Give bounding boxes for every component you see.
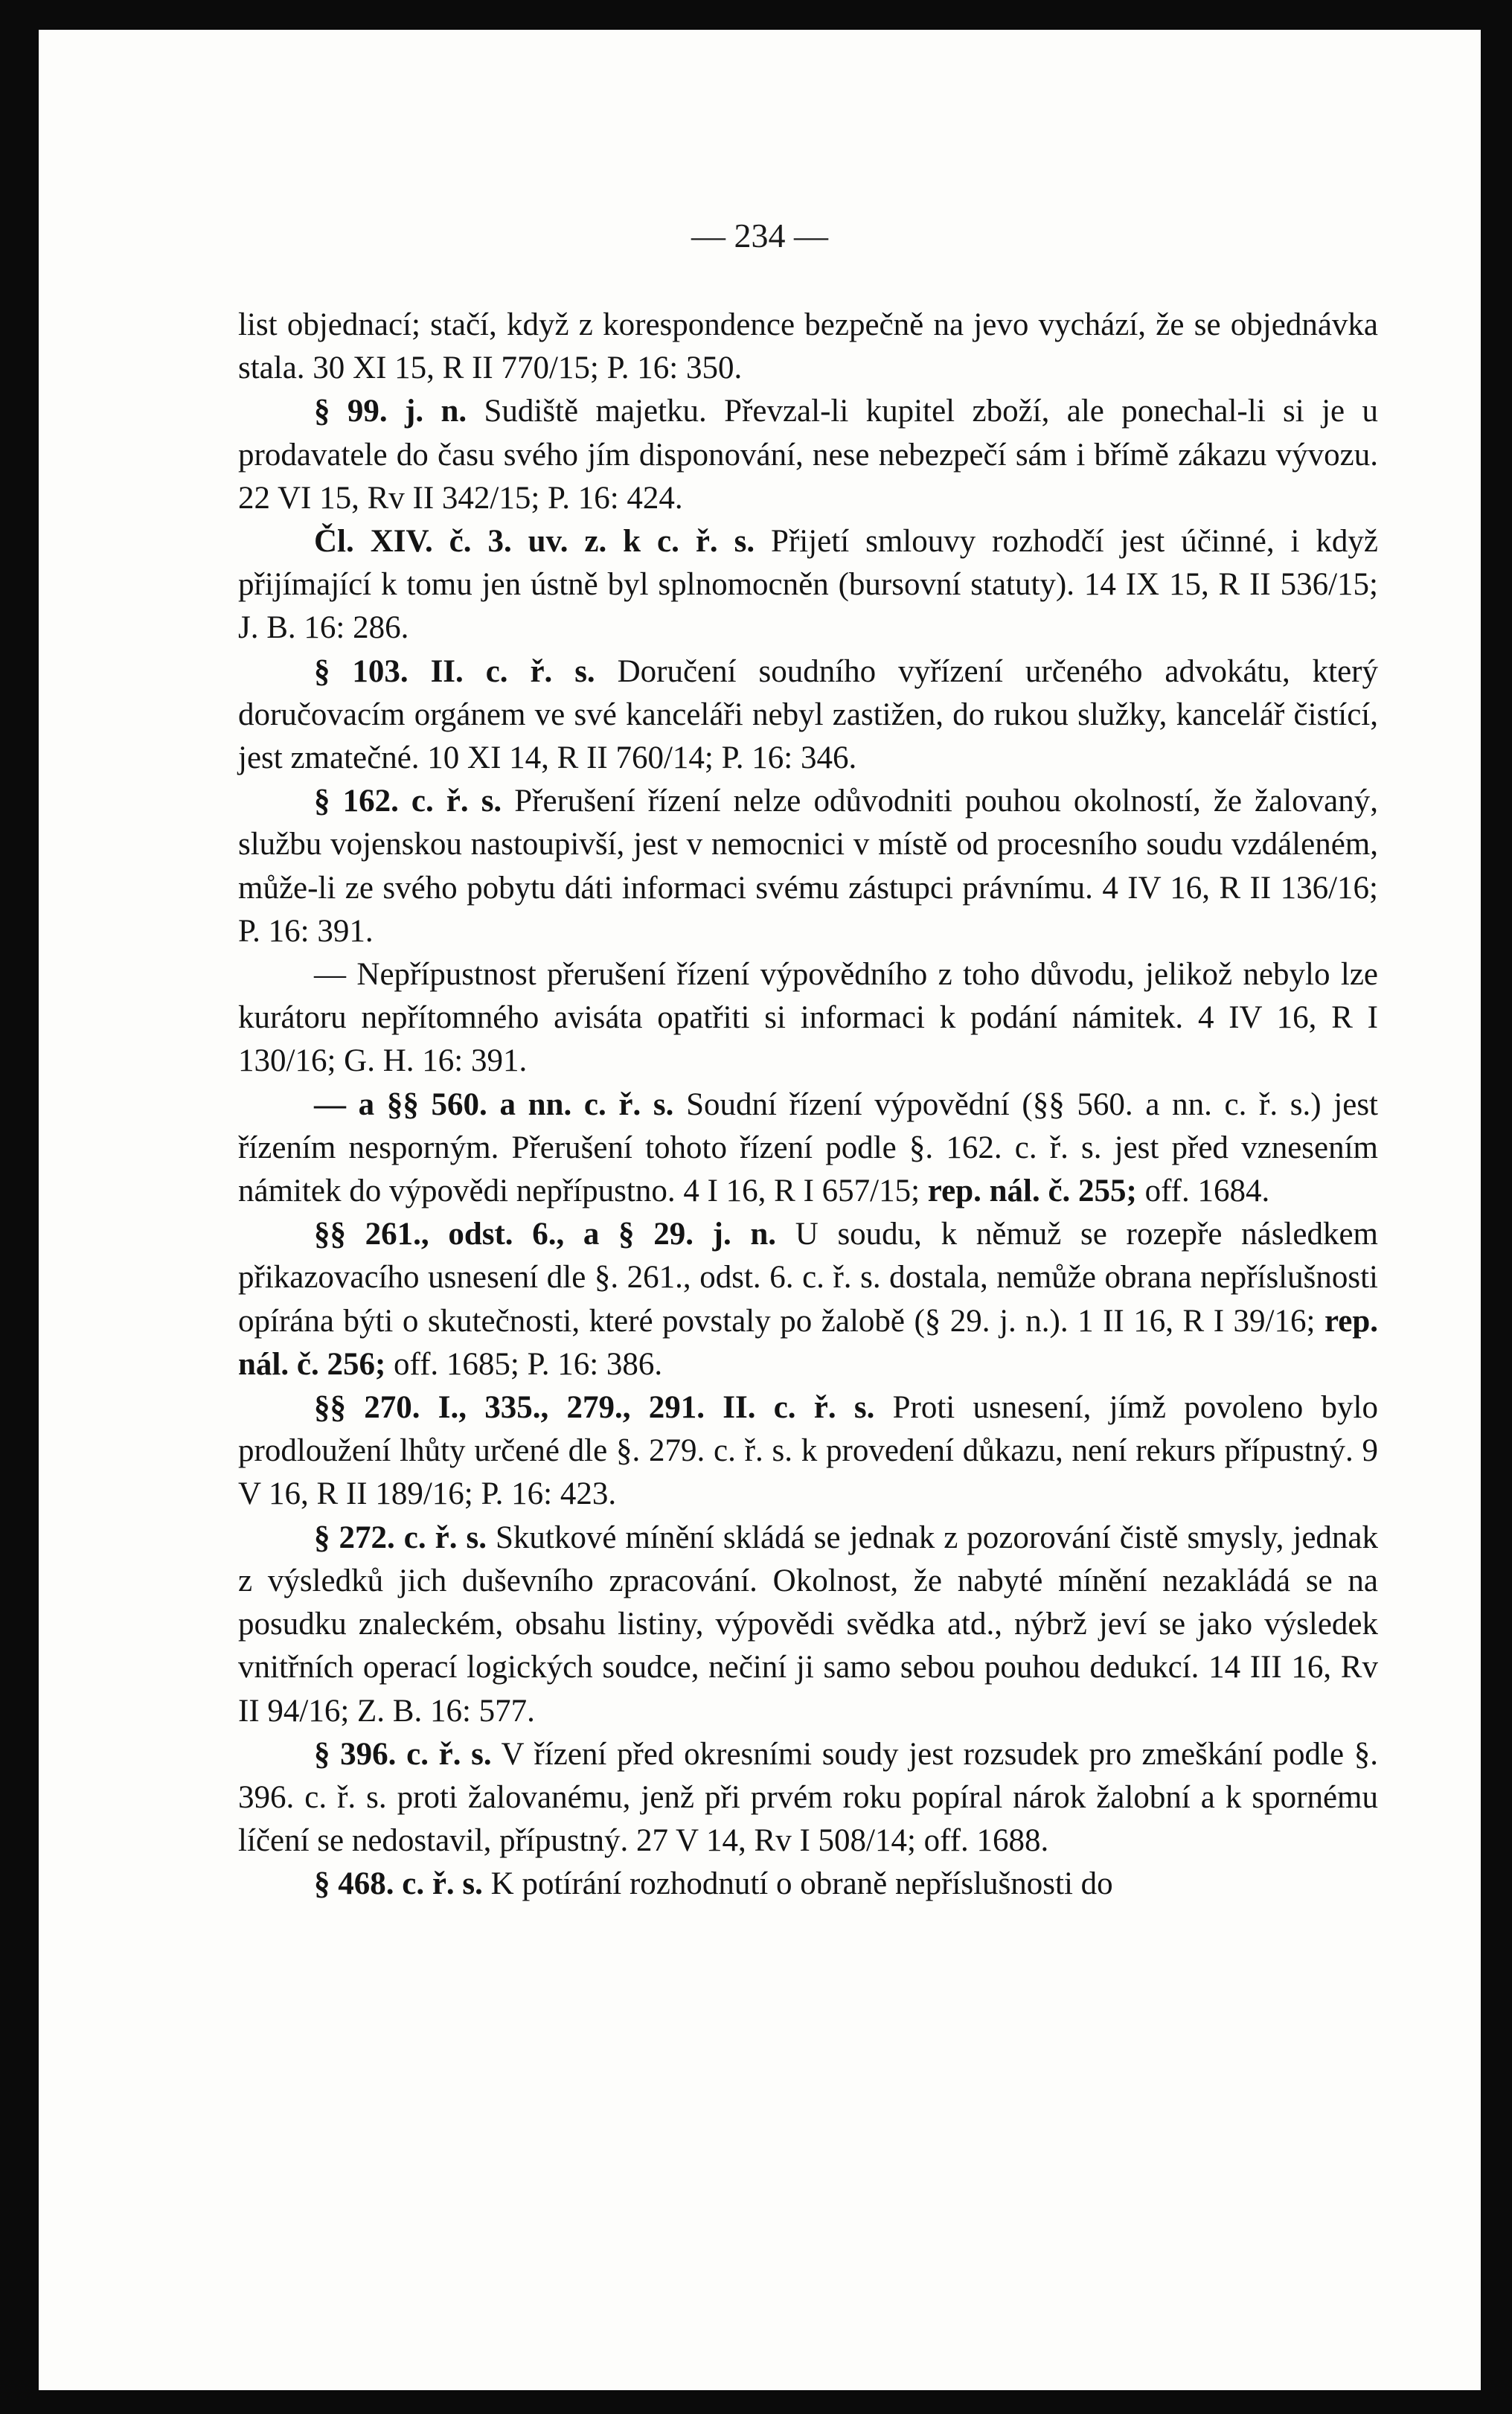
statute-reference: § 162. c. ř. s. — [314, 784, 502, 819]
paragraph-tail: off. 1685; P. 16: 386. — [385, 1346, 663, 1382]
paragraph-entry — [238, 1386, 1378, 1517]
paragraph-text: K potírání rozhodnutí o obraně nepříslušnosti do — [482, 1866, 1113, 1902]
statute-reference: §§ 270. I., 335., 279., 291. II. c. ř. s. — [314, 1390, 875, 1426]
paragraph-text: — Nepřípustnost přerušení řízení výpovědního z toho důvodu, jelikož nebylo lze kurátoru nepřítomného avisáta opatřiti si informaci k podání námitek. 4 IV 16, R I 130/16; G. H. 16: 391. — [238, 957, 1378, 1079]
statute-reference: § 99. j. n. — [314, 394, 467, 429]
paragraph-entry — [238, 1083, 1378, 1214]
paragraph-entry — [238, 390, 1378, 520]
paragraph-entry — [238, 953, 1378, 1083]
paragraph-entry — [238, 1213, 1378, 1386]
statute-reference: §§ 261., odst. 6., a § 29. j. n. — [314, 1217, 777, 1252]
paragraph-text: Soudní řízení výpovědní (§§ 560. a nn. c. ř. s.) jest řízením nesporným. Přerušení tohoto řízení podle §. 162. c. ř. s. jest před vznesením námitek do výpovědi nepřípustno. 4 I 16, R I 657/15; — [238, 1086, 1378, 1209]
page-number: — 234 — — [691, 217, 828, 254]
paragraph-entry — [238, 1733, 1378, 1863]
paragraph-text: list objednací; stačí, když z korespondence bezpečně na jevo vychází, že se objednávka stala. 30 XI 15, R II 770/15; P. 16: 350. — [238, 307, 1378, 386]
paragraph-entry — [238, 1863, 1378, 1906]
report-reference: rep. nál. č. 255; — [927, 1174, 1137, 1209]
paragraph-text: U soudu, k němuž se rozepře následkem přikazovacího usnesení dle §. 261., odst. 6. c. ř. s. dostala, nemůže obrana nepříslušnosti opírána býti o skutečnosti, které povstaly po žalobě (§ 29. j. n.). 1 II 16, R I 39/16; — [238, 1217, 1378, 1339]
paragraph-entry — [238, 780, 1378, 953]
statute-reference: — a §§ 560. a nn. c. ř. s. — [314, 1086, 674, 1122]
paragraph-text: Doručení soudního vyřízení určeného advokátu, který doručovacím orgánem ve své kanceláři nebyl zastižen, do rukou služky, kancelář čistící, jest zmatečné. 10 XI 14, R II 760/14; P. 16: 346. — [238, 653, 1379, 776]
statute-reference: § 103. II. c. ř. s. — [314, 653, 595, 689]
paragraph-text: Proti usnesení, jímž povoleno bylo prodloužení lhůty určené dle §. 279. c. ř. s. k provedení důkazu, není rekurs přípustný. 9 V 16, R II 189/16; P. 16: 423. — [238, 1390, 1378, 1512]
statute-reference: Čl. XIV. č. 3. uv. z. k c. ř. s. — [314, 524, 755, 560]
statute-reference: § 468. c. ř. s. — [314, 1866, 483, 1902]
paragraph-tail: off. 1684. — [1136, 1174, 1270, 1209]
paragraph-text: Přerušení řízení nelze odůvodniti pouhou okolností, že žalovaný, službu vojenskou nastoupivší, jest v nemocnici v místě od procesního soudu vzdáleném, může-li ze svého pobytu dáti informaci svému zástupci právnímu. 4 IV 16, R II 136/16; P. 16: 391. — [238, 784, 1379, 949]
paragraph-text: Skutkové mínění skládá se jednak z pozorování čistě smysly, jednak z výsledků jich duševního zpracování. Okolnost, že nabyté mínění nezakládá se na posudku znaleckém, obsahu listiny, výpovědi svědka atd., nýbrž jeví se jako výsledek vnitřních operací logických soudce, nečiní ji samo sebou pouhou dedukcí. 14 III 16, Rv II 94/16; Z. B. 16: 577. — [238, 1520, 1379, 1729]
statute-reference: § 272. c. ř. s. — [314, 1520, 487, 1555]
report-reference: rep. nál. č. 256; — [238, 1303, 1378, 1382]
book-page — [39, 30, 1481, 2390]
paragraph-entry — [238, 1517, 1378, 1733]
statute-reference: § 396. c. ř. s. — [314, 1736, 492, 1772]
paragraph-entry — [238, 650, 1378, 781]
paragraph-text: Sudiště majetku. Převzal-li kupitel zboží, ale ponechal-li si je u prodavatele do času svého jím disponování, nese nebezpečí sám i břímě zákazu vývozu. 22 VI 15, Rv II 342/15; P. 16: 424. — [238, 394, 1378, 516]
paragraph-text: V řízení před okresními soudy jest rozsudek pro zmeškání podle §. 396. c. ř. s. proti žalovanému, jenž při prvém roku popíral nárok žalobní a k spornému líčení se nedostavil, přípustný. 27 V 14, Rv I 508/14; off. 1688. — [238, 1736, 1378, 1859]
paragraph-continuation — [238, 304, 1378, 390]
paragraph-text: Přijetí smlouvy rozhodčí jest účinné, i když přijímající k tomu jen ústně byl splnomocněn (bursovní statuty). 14 IX 15, R II 536/15; J. B. 16: 286. — [238, 524, 1378, 646]
page-body — [238, 304, 1378, 1906]
paragraph-entry — [238, 520, 1378, 650]
